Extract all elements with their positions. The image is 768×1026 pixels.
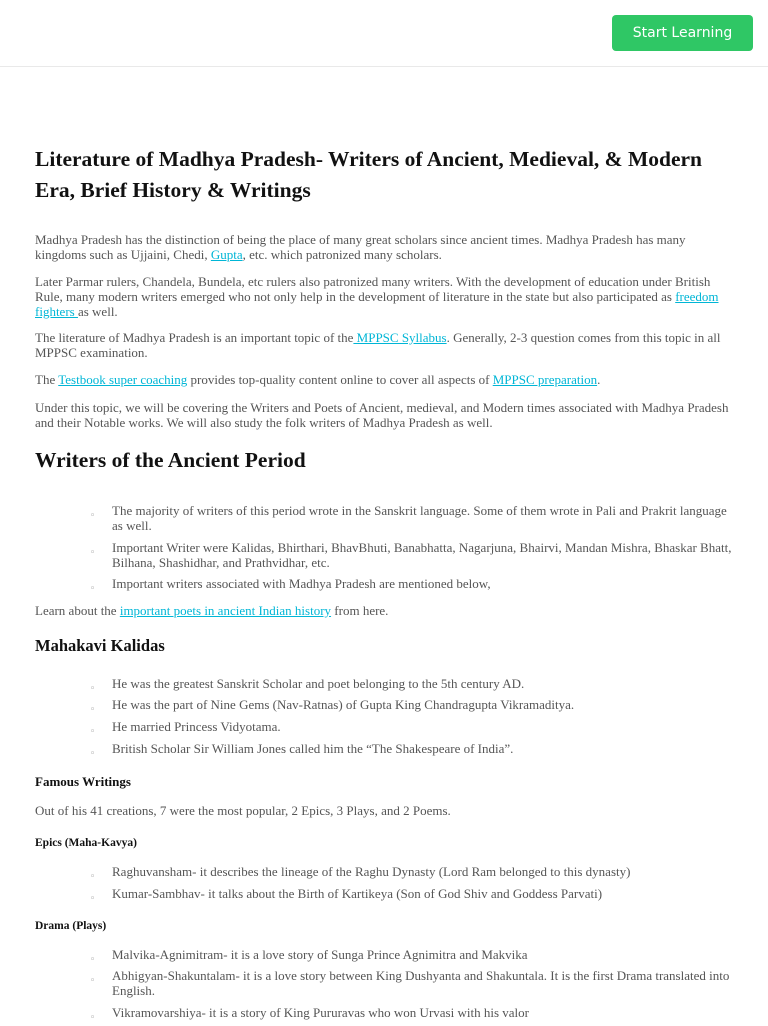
- writings-summary: Out of his 41 creations, 7 were the most popular, 2 Epics, 3 Plays, and 2 Poems.: [35, 803, 451, 818]
- mppsc-preparation-link[interactable]: MPPSC preparation: [492, 372, 598, 387]
- list-item: ◦ He was the greatest Sanskrit Scholar and poet belonging to the 5th century AD.: [112, 676, 737, 691]
- testbook-super-coaching-link[interactable]: Testbook super coaching: [58, 372, 188, 387]
- important-poets-link[interactable]: important poets in ancient Indian history: [119, 603, 332, 618]
- intro-paragraph-5: Under this topic, we will be covering the Writers and Poets of Ancient, medieval, and Modern times associated with Madhya Pradesh and their Notable works. We will also study the folk writers of Madhya Pradesh as well.: [35, 400, 729, 430]
- list-item: ◦ Important writers associated with Madhya Pradesh are mentioned below,: [112, 576, 737, 591]
- start-learning-button[interactable]: Start Learning: [612, 15, 753, 51]
- intro-paragraph-4: The Testbook super coaching provides top-quality content online to cover all aspects of MPPSC preparation.: [35, 372, 601, 387]
- bullet-icon: ◦: [90, 1013, 96, 1023]
- gupta-link[interactable]: Gupta: [210, 247, 243, 262]
- top-bar: [0, 0, 768, 67]
- intro-paragraph-3: The literature of Madhya Pradesh is an important topic of the MPPSC Syllabus. Generally, 2-3 question comes from this topic in all MPPSC examination.: [35, 330, 721, 360]
- ancient-period-heading: Writers of the Ancient Period: [35, 448, 306, 472]
- learn-more-paragraph: Learn about the important poets in ancient Indian history from here.: [35, 603, 389, 618]
- bullet-icon: ◦: [90, 894, 96, 904]
- bullet-icon: ◦: [90, 976, 96, 986]
- freedom-fighters-link[interactable]: freedom fighters: [35, 289, 719, 319]
- bullet-icon: ◦: [90, 684, 96, 694]
- drama-heading: Drama (Plays): [35, 920, 107, 932]
- list-item: ◦ British Scholar Sir William Jones called him the “The Shakespeare of India”.: [112, 741, 737, 756]
- list-item: ◦ The majority of writers of this period wrote in the Sanskrit language. Some of them wrote in Pali and Prakrit language as well.: [90, 503, 727, 533]
- bullet-icon: ◦: [90, 955, 96, 965]
- page-title: Literature of Madhya Pradesh- Writers of Ancient, Medieval, & Modern Era, Brief History & Writings: [35, 147, 702, 202]
- list-item: ◦ Important Writer were Kalidas, Bhirthari, BhavBhuti, Banabhatta, Nagarjuna, Bhairvi, Mandan Mishra, Bhaskar Bhatt, Bilhana, Shashidhar, and Prathvidhar, etc.: [90, 540, 732, 570]
- bullet-icon: ◦: [90, 548, 96, 558]
- list-item: ◦ He was the part of Nine Gems (Nav-Ratnas) of Gupta King Chandragupta Vikramaditya.: [112, 697, 737, 712]
- list-item: ◦ He married Princess Vidyotama.: [112, 719, 737, 734]
- bullet-icon: ◦: [90, 872, 96, 882]
- kalidas-heading: Mahakavi Kalidas: [35, 636, 165, 655]
- mppsc-syllabus-link[interactable]: MPPSC Syllabus: [353, 330, 447, 345]
- intro-paragraph-2: Later Parmar rulers, Chandela, Bundela, etc rulers also patronized many writers. With the development of education under British Rule, many modern writers emerged who not only help in the development of literature in the state but also participated as freedom fighters as well.: [35, 274, 719, 319]
- list-item: ◦ Abhigyan-Shakuntalam- it is a love story between King Dushyanta and Shakuntala. It is the first Drama translated into English.: [90, 968, 730, 998]
- famous-writings-heading: Famous Writings: [35, 774, 131, 789]
- bullet-icon: ◦: [90, 749, 96, 759]
- bullet-icon: ◦: [90, 727, 96, 737]
- epics-heading: Epics (Maha-Kavya): [35, 837, 137, 849]
- intro-paragraph-1: Madhya Pradesh has the distinction of being the place of many great scholars since ancient times. Madhya Pradesh has many kingdoms such as Ujjaini, Chedi, Gupta, etc. which patronized many scholars.: [35, 232, 686, 262]
- list-item: ◦ Kumar-Sambhav- it talks about the Birth of Kartikeya (Son of God Shiv and Goddess Parvati): [112, 886, 737, 901]
- list-item: ◦ Raghuvansham- it describes the lineage of the Raghu Dynasty (Lord Ram belonged to this dynasty): [112, 864, 737, 879]
- list-item: ◦ Malvika-Agnimitram- it is a love story of Sunga Prince Agnimitra and Makvika: [112, 947, 737, 962]
- bullet-icon: ◦: [90, 511, 96, 521]
- bullet-icon: ◦: [90, 705, 96, 715]
- list-item: ◦ Vikramovarshiya- it is a story of King Pururavas who won Urvasi with his valor: [112, 1005, 737, 1020]
- bullet-icon: ◦: [90, 584, 96, 594]
